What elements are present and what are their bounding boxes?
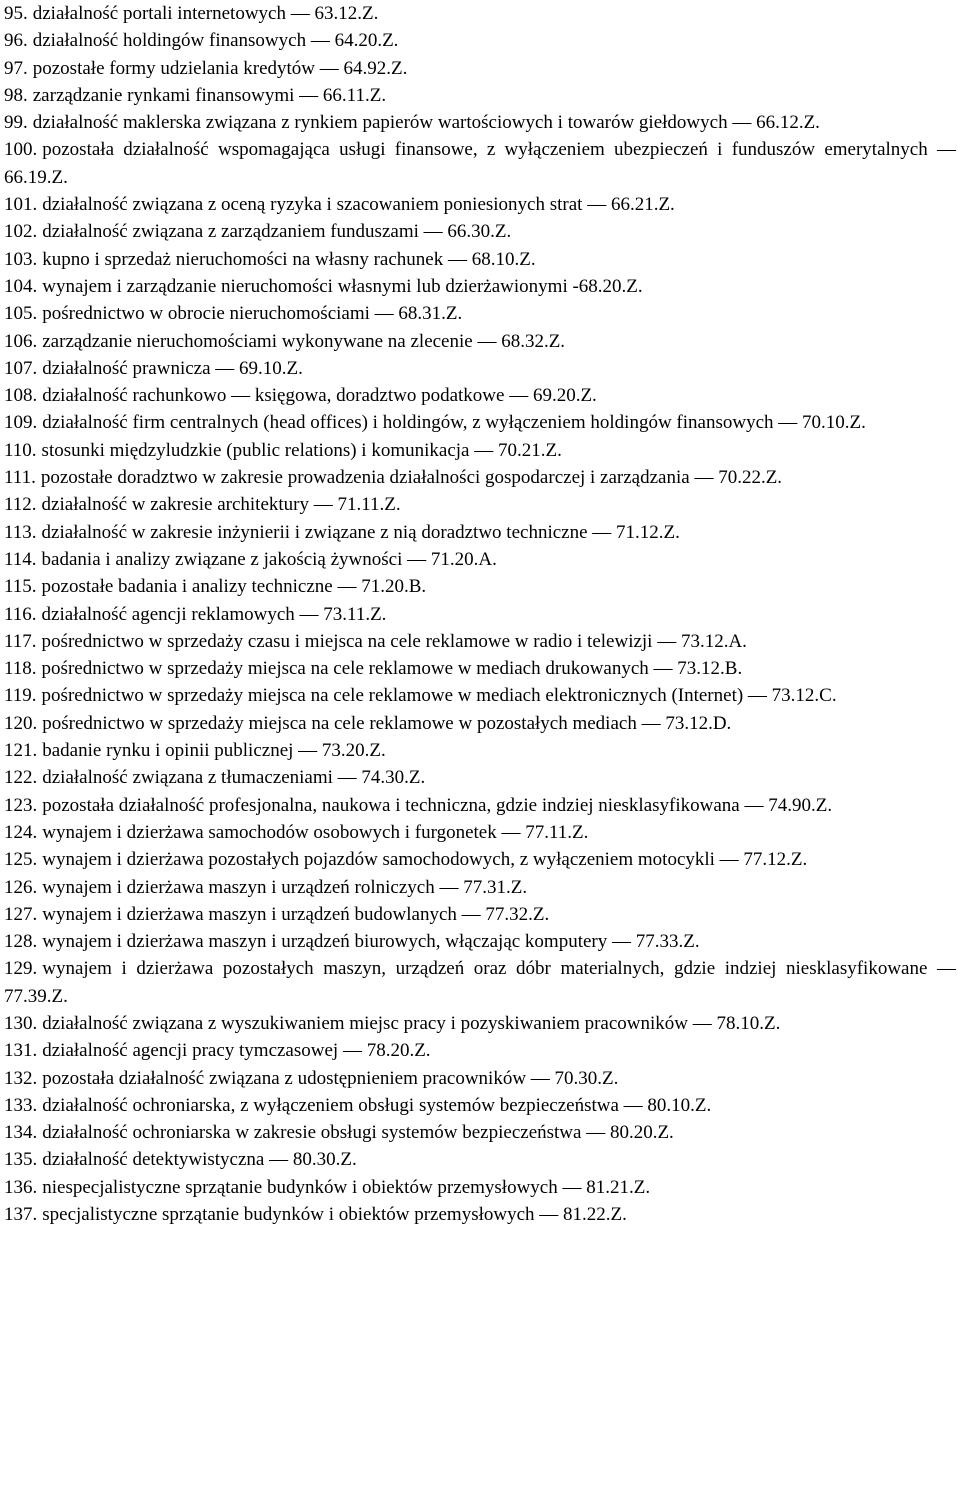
list-item <box>4 710 956 737</box>
item-number: 114. <box>4 548 37 570</box>
list-item <box>4 218 956 245</box>
item-number: 96. <box>4 30 28 52</box>
list-item <box>4 819 956 846</box>
list-item <box>4 246 956 273</box>
item-text: działalność związana z zarządzaniem funduszami — 66.30.Z. <box>42 221 512 243</box>
item-text: pośrednictwo w sprzedaży miejsca na cele reklamowe w mediach drukowanych — 73.12.B. <box>41 658 743 680</box>
item-text: kupno i sprzedaż nieruchomości na własny rachunek — 68.10.Z. <box>42 248 536 270</box>
item-number: 118. <box>4 658 37 680</box>
list-item <box>4 0 956 27</box>
list-item <box>4 491 956 518</box>
list-item <box>4 519 956 546</box>
item-number: 106. <box>4 330 38 352</box>
item-number: 100. <box>4 139 38 161</box>
list-item <box>4 1146 956 1173</box>
item-number: 120. <box>4 712 38 734</box>
list-item <box>4 846 956 873</box>
item-number: 134. <box>4 1122 38 1144</box>
list-item <box>4 1065 956 1092</box>
list-item <box>4 55 956 82</box>
list-item <box>4 437 956 464</box>
item-number: 98. <box>4 84 28 106</box>
item-text: działalność ochroniarska w zakresie obsługi systemów bezpieczeństwa — 80.20.Z. <box>42 1122 674 1144</box>
list-item <box>4 82 956 109</box>
item-text: działalność w zakresie inżynierii i związane z nią doradztwo techniczne — 71.12.Z. <box>41 521 680 543</box>
item-number: 131. <box>4 1040 38 1062</box>
item-text: pozostała działalność profesjonalna, naukowa i techniczna, gdzie indziej niesklasyfikowana — 74.90.Z. <box>42 794 833 816</box>
item-text: pośrednictwo w sprzedaży czasu i miejsca na cele reklamowe w radio i telewizji — 73.12.A. <box>41 630 747 652</box>
item-number: 126. <box>4 876 38 898</box>
list-item <box>4 27 956 54</box>
item-number: 109. <box>4 412 38 434</box>
item-number: 135. <box>4 1149 38 1171</box>
list-item <box>4 191 956 218</box>
item-text: badanie rynku i opinii publicznej — 73.20.Z. <box>42 740 386 762</box>
list-item <box>4 955 956 1010</box>
item-number: 130. <box>4 1012 38 1034</box>
item-number: 97. <box>4 57 28 79</box>
list-item <box>4 382 956 409</box>
list-item <box>4 764 956 791</box>
list-item <box>4 136 956 191</box>
item-number: 123. <box>4 794 38 816</box>
item-text: wynajem i dzierżawa pozostałych maszyn, urządzeń oraz dóbr materialnych, gdzie indziej niesklasyfikowane — 77.39.Z. <box>4 958 956 1007</box>
list-item <box>4 792 956 819</box>
item-text: działalność firm centralnych (head offices) i holdingów, z wyłączeniem holdingów finansowych — 70.10.Z. <box>42 412 866 434</box>
list-item <box>4 328 956 355</box>
list-item <box>4 109 956 136</box>
item-text: działalność detektywistyczna — 80.30.Z. <box>42 1149 357 1171</box>
item-text: stosunki międzyludzkie (public relations) i komunikacja — 70.21.Z. <box>41 439 562 461</box>
document-body <box>4 0 956 1228</box>
list-item <box>4 1119 956 1146</box>
item-text: działalność w zakresie architektury — 71.11.Z. <box>41 494 401 516</box>
item-number: 121. <box>4 740 38 762</box>
item-number: 111. <box>4 467 36 489</box>
item-number: 122. <box>4 767 38 789</box>
list-item <box>4 901 956 928</box>
item-text: pośrednictwo w obrocie nieruchomościami — 68.31.Z. <box>42 303 463 325</box>
list-item <box>4 409 956 436</box>
list-item <box>4 1174 956 1201</box>
list-item <box>4 1037 956 1064</box>
item-text: zarządzanie rynkami finansowymi — 66.11.Z. <box>32 84 387 106</box>
item-number: 117. <box>4 630 37 652</box>
item-number: 113. <box>4 521 37 543</box>
item-number: 136. <box>4 1176 38 1198</box>
item-text: wynajem i zarządzanie nieruchomości własnymi lub dzierżawionymi -68.20.Z. <box>42 275 643 297</box>
item-number: 119. <box>4 685 37 707</box>
item-number: 133. <box>4 1094 38 1116</box>
item-number: 124. <box>4 821 38 843</box>
item-text: wynajem i dzierżawa pozostałych pojazdów samochodowych, z wyłączeniem motocykli — 77.12.Z. <box>42 849 808 871</box>
item-text: pozostałe formy udzielania kredytów — 64.92.Z. <box>32 57 408 79</box>
item-text: działalność związana z tłumaczeniami — 74.30.Z. <box>42 767 426 789</box>
item-number: 132. <box>4 1067 38 1089</box>
item-number: 99. <box>4 112 28 134</box>
item-number: 127. <box>4 903 38 925</box>
item-text: pozostała działalność związana z udostępnieniem pracowników — 70.30.Z. <box>42 1067 619 1089</box>
list-item <box>4 601 956 628</box>
list-item <box>4 928 956 955</box>
item-text: specjalistyczne sprzątanie budynków i obiektów przemysłowych — 81.22.Z. <box>42 1204 627 1226</box>
item-text: działalność prawnicza — 69.10.Z. <box>42 357 303 379</box>
list-item <box>4 546 956 573</box>
item-text: działalność ochroniarska, z wyłączeniem obsługi systemów bezpieczeństwa — 80.10.Z. <box>42 1094 712 1116</box>
item-text: pośrednictwo w sprzedaży miejsca na cele reklamowe w mediach elektronicznych (Internet) — 73.12.C. <box>41 685 837 707</box>
item-text: pozostałe doradztwo w zakresie prowadzenia działalności gospodarczej i zarządzania — 70.22.Z. <box>40 467 783 489</box>
item-number: 110. <box>4 439 37 461</box>
item-number: 104. <box>4 275 38 297</box>
item-text: wynajem i dzierżawa maszyn i urządzeń rolniczych — 77.31.Z. <box>42 876 528 898</box>
item-number: 129. <box>4 958 38 980</box>
list-item <box>4 1010 956 1037</box>
list-item <box>4 737 956 764</box>
item-text: pośrednictwo w sprzedaży miejsca na cele reklamowe w pozostałych mediach — 73.12.D. <box>42 712 732 734</box>
item-text: działalność rachunkowo — księgowa, doradztwo podatkowe — 69.20.Z. <box>42 385 597 407</box>
item-text: niespecjalistyczne sprzątanie budynków i obiektów przemysłowych — 81.21.Z. <box>42 1176 651 1198</box>
item-number: 108. <box>4 385 38 407</box>
item-number: 102. <box>4 221 38 243</box>
item-text: zarządzanie nieruchomościami wykonywane na zlecenie — 68.32.Z. <box>42 330 566 352</box>
item-text: działalność maklerska związana z rynkiem papierów wartościowych i towarów giełdowych — 66.12.Z. <box>32 112 820 134</box>
item-number: 107. <box>4 357 38 379</box>
list-item <box>4 628 956 655</box>
item-text: działalność portali internetowych — 63.12.Z. <box>32 3 379 24</box>
list-item <box>4 682 956 709</box>
item-text: działalność holdingów finansowych — 64.20.Z. <box>32 30 399 52</box>
list-item <box>4 1201 956 1228</box>
item-number: 95. <box>4 3 28 24</box>
item-number: 112. <box>4 494 37 516</box>
item-number: 125. <box>4 849 38 871</box>
list-item <box>4 355 956 382</box>
list-item <box>4 273 956 300</box>
item-text: działalność agencji reklamowych — 73.11.Z. <box>41 603 387 625</box>
item-text: pozostałe badania i analizy techniczne — 71.20.B. <box>41 576 427 598</box>
item-number: 137. <box>4 1204 38 1226</box>
item-number: 103. <box>4 248 38 270</box>
item-text: działalność związana z oceną ryzyka i szacowaniem poniesionych strat — 66.21.Z. <box>42 194 675 216</box>
item-number: 128. <box>4 931 38 953</box>
list-item <box>4 655 956 682</box>
list-item <box>4 464 956 491</box>
list-item <box>4 573 956 600</box>
item-text: działalność związana z wyszukiwaniem miejsc pracy i pozyskiwaniem pracowników — 78.10.Z. <box>42 1012 781 1034</box>
item-number: 101. <box>4 194 38 216</box>
item-text: wynajem i dzierżawa maszyn i urządzeń biurowych, włączając komputery — 77.33.Z. <box>42 931 700 953</box>
item-text: badania i analizy związane z jakością żywności — 71.20.A. <box>41 548 497 570</box>
item-text: działalność agencji pracy tymczasowej — 78.20.Z. <box>42 1040 431 1062</box>
item-text: wynajem i dzierżawa samochodów osobowych i furgonetek — 77.11.Z. <box>42 821 589 843</box>
item-number: 115. <box>4 576 37 598</box>
item-text: wynajem i dzierżawa maszyn i urządzeń budowlanych — 77.32.Z. <box>42 903 550 925</box>
item-number: 105. <box>4 303 38 325</box>
list-item <box>4 1092 956 1119</box>
list-item <box>4 874 956 901</box>
list-item <box>4 300 956 327</box>
item-text: pozostała działalność wspomagająca usługi finansowe, z wyłączeniem ubezpieczeń i funduszów emerytalnych — 66.19.Z. <box>4 139 956 188</box>
item-number: 116. <box>4 603 37 625</box>
